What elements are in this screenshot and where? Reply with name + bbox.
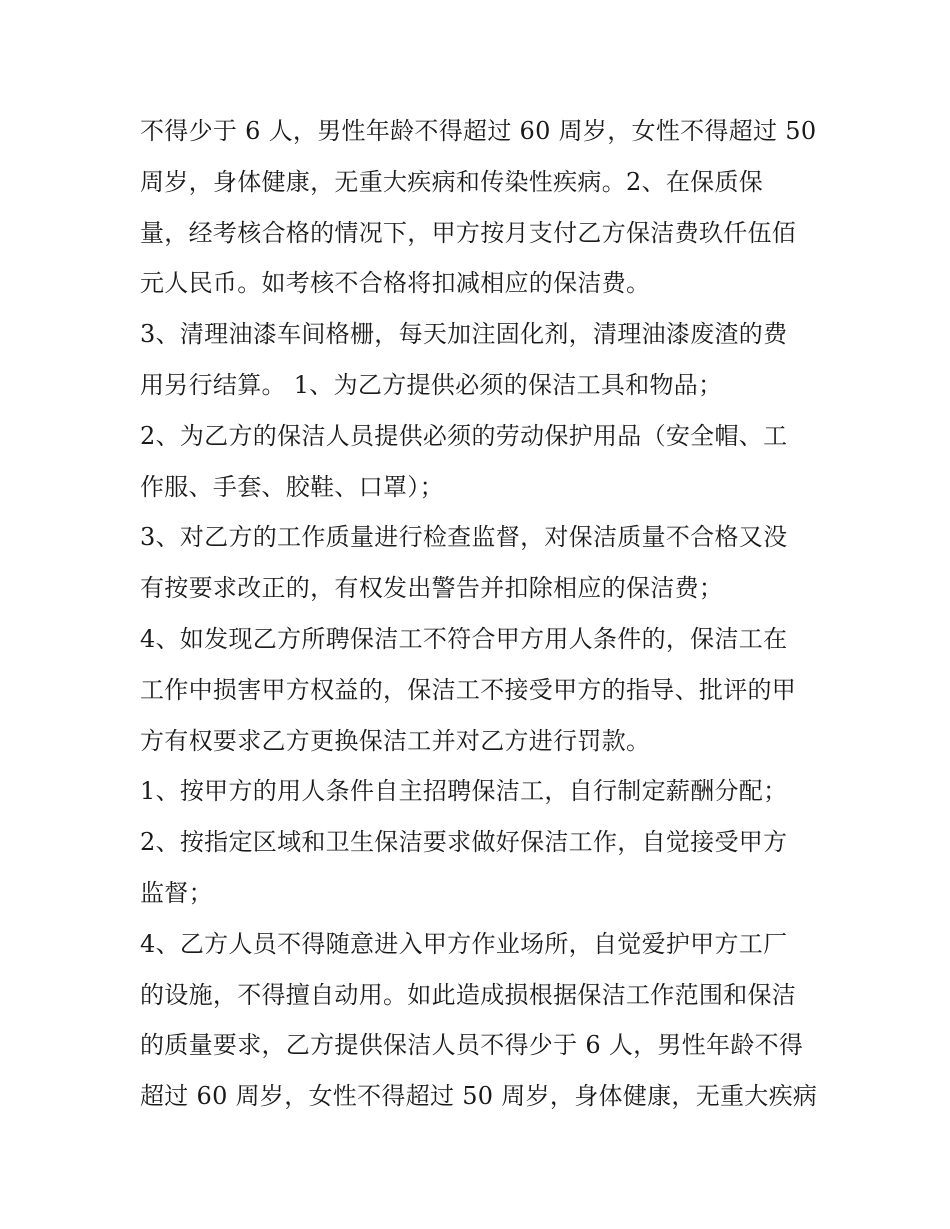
text-line: 量，经考核合格的情况下，甲方按月支付乙方保洁费玖仟伍佰: [140, 218, 797, 247]
text-line: 用另行结算。 1、为乙方提供必须的保洁工具和物品；: [140, 370, 723, 399]
text-line: 不得少于 6 人，男性年龄不得超过 60 周岁，女性不得超过 50: [140, 117, 817, 145]
text-line: 方有权要求乙方更换保洁工并对乙方进行罚款。: [140, 726, 651, 755]
text-line: 3、对乙方的工作质量进行检查监督，对保洁质量不合格又没: [140, 523, 788, 552]
text-line: 周岁，身体健康，无重大疾病和传染性疾病。2、在保质保: [140, 167, 764, 196]
text-line: 有按要求改正的，有权发出警告并扣除相应的保洁费；: [140, 574, 724, 603]
text-line: 4、乙方人员不得随意进入甲方作业场所，自觉爱护甲方工厂: [140, 929, 788, 958]
text-line: 2、按指定区域和卫生保洁要求做好保洁工作，自觉接受甲方: [140, 828, 788, 857]
text-line: 3、清理油漆车间格栅，每天加注固化剂，清理油漆废渣的费: [140, 320, 788, 349]
text-line: 4、如发现乙方所聘保洁工不符合甲方用人条件的，保洁工在: [140, 624, 788, 653]
text-line: 1、按甲方的用人条件自主招聘保洁工，自行制定薪酬分配；: [140, 777, 788, 806]
text-line: 2、为乙方的保洁人员提供必须的劳动保护用品（安全帽、工: [140, 421, 788, 450]
text-line: 的设施，不得擅自动用。如此造成损根据保洁工作范围和保洁: [140, 980, 797, 1009]
text-line: 工作中损害甲方权益的，保洁工不接受甲方的指导、批评的甲: [140, 675, 797, 704]
text-line: 作服、手套、胶鞋、口罩）；: [140, 472, 444, 501]
text-line: 监督；: [140, 878, 213, 907]
text-line: 元人民币。如考核不合格将扣减相应的保洁费。: [140, 269, 651, 298]
document-body: [140, 106, 820, 1122]
text-line: 超过 60 周岁，女性不得超过 50 周岁，身体健康，无重大疾病: [140, 1082, 818, 1111]
text-line: 的质量要求，乙方提供保洁人员不得少于 6 人，男性年龄不得: [140, 1031, 804, 1060]
